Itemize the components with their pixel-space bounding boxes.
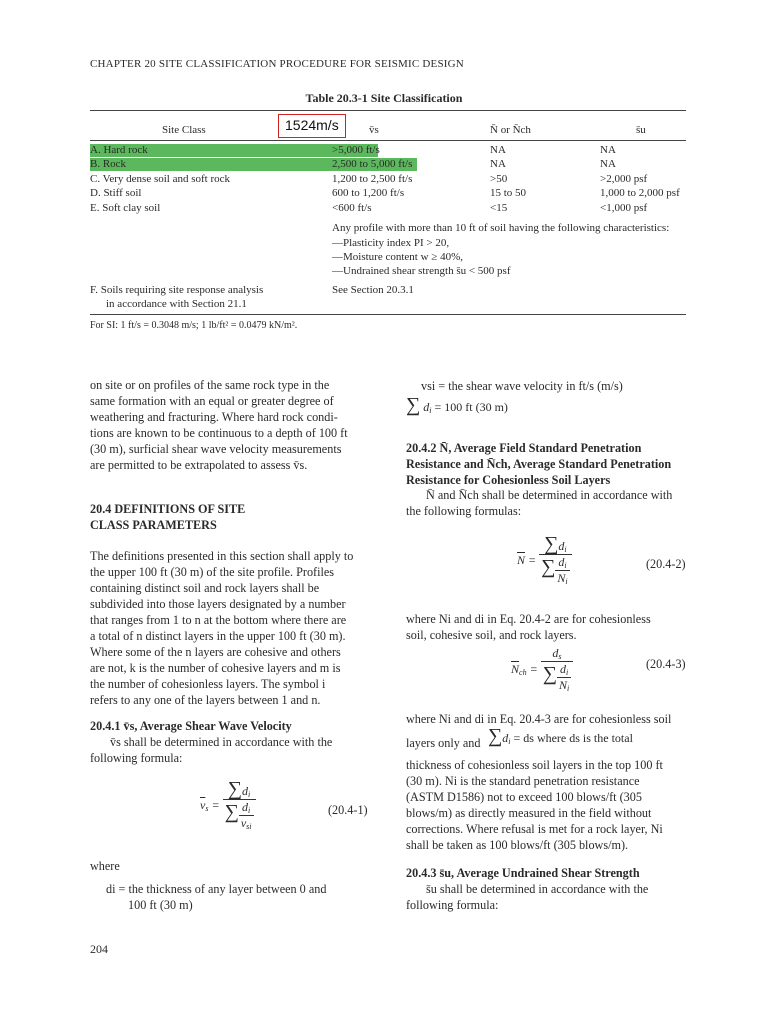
heading-4-2-cont: Resistance and N̄ch, Average Standard Penetration: [406, 457, 672, 471]
table-bottom-rule: [90, 314, 686, 315]
definition-line: The definitions presented in this section shall apply to: [90, 549, 354, 563]
row-a-class: A. Hard rock: [90, 144, 148, 156]
row-b-vs: 2,500 to 5,000 ft/s: [332, 158, 413, 170]
e-note-line: —Moisture content w ≥ 40%,: [332, 251, 463, 263]
definition-line: containing distinct soil and rock layers shall be: [90, 581, 320, 595]
after-eq3-line: thickness of cohesionless soil layers in the top 100 ft: [406, 758, 663, 772]
equation-20-4-2: $\overline{N}$ = $\sum d_i$ ∑ $\frac{d_i}{N_i}$: [517, 535, 572, 586]
e-note-line: Any profile with more than 10 ft of soil having the following characteristics:: [332, 222, 670, 234]
after-eq3-line: corrections. Where refusal is met for a rock layer, Ni: [406, 822, 663, 836]
definition-line: that ranges from 1 to n at the bottom where there are: [90, 613, 347, 627]
sum-ds-equation: $\sum d_i$ = ds where ds is the total: [488, 725, 633, 747]
section-heading: 20.4 DEFINITIONS OF SITE: [90, 502, 246, 516]
di-definition-cont: 100 ft (30 m): [128, 898, 193, 912]
row-c-class: C. Very dense soil and soft rock: [90, 173, 231, 185]
header-vs: v̄s: [369, 124, 379, 136]
row-c-su: >2,000 psf: [600, 173, 648, 185]
intro-line: tions are known to be continuous to a depth of 100 ft: [90, 426, 348, 440]
section-heading-cont: CLASS PARAMETERS: [90, 518, 217, 532]
intro-line: on site or on profiles of the same rock type in the: [90, 378, 330, 392]
table-footnote: For SI: 1 ft/s = 0.3048 m/s; 1 lb/ft² = 0.0479 kN/m².: [90, 320, 298, 331]
after-eq3-line: (ASTM D1586) not to exceed 100 blows/ft (305: [406, 790, 642, 804]
e-note-line: —Undrained shear strength s̄u < 500 psf: [332, 265, 511, 277]
heading-4-2-cont: Resistance for Cohesionless Soil Layers: [406, 473, 611, 487]
after-eq2-line: where Ni and di in Eq. 20.4-2 are for cohesionless: [406, 612, 651, 626]
row-f-class-cont: in accordance with Section 21.1: [106, 298, 247, 310]
after-eq2-line: soil, cohesive soil, and rock layers.: [406, 628, 577, 642]
row-f-value: See Section 20.3.1: [332, 284, 414, 296]
para-4-2: N̄ and N̄ch shall be determined in accordance with: [426, 488, 673, 502]
after-eq3-line: blows/m) as directly measured in the field without: [406, 806, 652, 820]
after-eq3-line: where Ni and di in Eq. 20.4-3 are for cohesionless soil: [406, 712, 672, 726]
row-e-vs: <600 ft/s: [332, 202, 372, 214]
row-a-vs: >5,000 ft/s: [332, 144, 380, 156]
where-text: where: [90, 859, 120, 873]
row-d-class: D. Stiff soil: [90, 187, 142, 199]
row-a-su: NA: [600, 144, 616, 156]
header-n: N̄ or N̄ch: [490, 124, 531, 136]
heading-4-2: 20.4.2 N̄, Average Field Standard Penetration: [406, 441, 642, 455]
row-e-su: <1,000 psf: [600, 202, 648, 214]
sum-ds-text: = ds where ds is the total: [513, 731, 633, 745]
equation-label: (20.4-3): [646, 657, 686, 671]
definition-line: the upper 100 ft (30 m) of the site profile. Profiles: [90, 565, 335, 579]
definition-line: subdivided into those layers designated by a number: [90, 597, 346, 611]
equation-20-4-3: $\overline{N}_{ch}$ = $d_s$ ∑ $\frac{d_i}{N_i}$: [511, 646, 573, 693]
sum-thickness-text: = 100 ft (30 m): [434, 400, 508, 414]
heading-4-3: 20.4.3 s̄u, Average Undrained Shear Strength: [406, 866, 640, 880]
vsi-definition: vsi = the shear wave velocity in ft/s (m/s): [421, 379, 623, 393]
after-eq3-line: layers only and: [406, 736, 481, 750]
page-number: 204: [90, 942, 108, 956]
para-4-2: the following formulas:: [406, 504, 522, 518]
equation-label: (20.4-2): [646, 557, 686, 571]
definition-line: a total of n distinct layers in the upper 100 ft (30 m).: [90, 629, 346, 643]
intro-line: weathering and fracturing. Where hard rock condi-: [90, 410, 338, 424]
subsection-heading-4-1: 20.4.1 v̄s, Average Shear Wave Velocity: [90, 719, 292, 733]
intro-line: are permitted to be extrapolated to assess v̄s.: [90, 458, 308, 472]
row-c-n: >50: [490, 173, 508, 185]
velocity-annotation-box: 1524m/s: [278, 114, 346, 138]
row-d-n: 15 to 50: [490, 187, 527, 199]
para-4-3: following formula:: [406, 898, 499, 912]
row-e-class: E. Soft clay soil: [90, 202, 161, 214]
definition-line: Where some of the n layers are cohesive and others: [90, 645, 341, 659]
equation-label: (20.4-1): [328, 803, 368, 817]
intro-line: (30 m), surficial shear wave velocity measurements: [90, 442, 342, 456]
table-top-rule: [90, 110, 686, 111]
after-eq3-line: (30 m). Ni is the standard penetration resistance: [406, 774, 640, 788]
row-d-vs: 600 to 1,200 ft/s: [332, 187, 405, 199]
row-b-su: NA: [600, 158, 616, 170]
table-title: Table 20.3-1 Site Classification: [305, 91, 463, 105]
after-eq3-line: shall be taken as 100 blows/ft (305 blows/m).: [406, 838, 629, 852]
e-note-line: —Plasticity index PI > 20,: [332, 237, 450, 249]
chapter-header: CHAPTER 20 SITE CLASSIFICATION PROCEDURE FOR SEISMIC DESIGN: [90, 58, 464, 70]
equation-20-4-1: $\overline{v}_s$ = $\sum d_i$ ∑ $\frac{d_i}{v_{si}}$: [200, 780, 256, 831]
definition-line: the number of cohesionless layers. The symbol i: [90, 677, 326, 691]
row-a-n: NA: [490, 144, 506, 156]
header-site-class: Site Class: [162, 124, 206, 136]
table-header-rule: [90, 140, 686, 141]
intro-line: same formation with an equal or greater degree of: [90, 394, 334, 408]
header-su: s̄u: [636, 124, 646, 136]
subsection-line: following formula:: [90, 751, 183, 765]
di-definition: di = the thickness of any layer between 0 and: [106, 882, 327, 896]
row-b-n: NA: [490, 158, 506, 170]
row-f-class: F. Soils requiring site response analysis: [90, 284, 264, 296]
row-d-su: 1,000 to 2,000 psf: [600, 187, 680, 199]
row-e-n: <15: [490, 202, 508, 214]
subsection-line: v̄s shall be determined in accordance with the: [110, 735, 333, 749]
row-c-vs: 1,200 to 2,500 ft/s: [332, 173, 413, 185]
row-b-class: B. Rock: [90, 158, 127, 170]
definition-line: are not, k is the number of cohesive layers and m is: [90, 661, 341, 675]
sum-thickness-equation: ∑ $d_i = 100$ ft (30 m): [406, 394, 508, 416]
definition-line: refers to any one of the layers between 1 and n.: [90, 693, 321, 707]
para-4-3: s̄u shall be determined in accordance with the: [426, 882, 649, 896]
